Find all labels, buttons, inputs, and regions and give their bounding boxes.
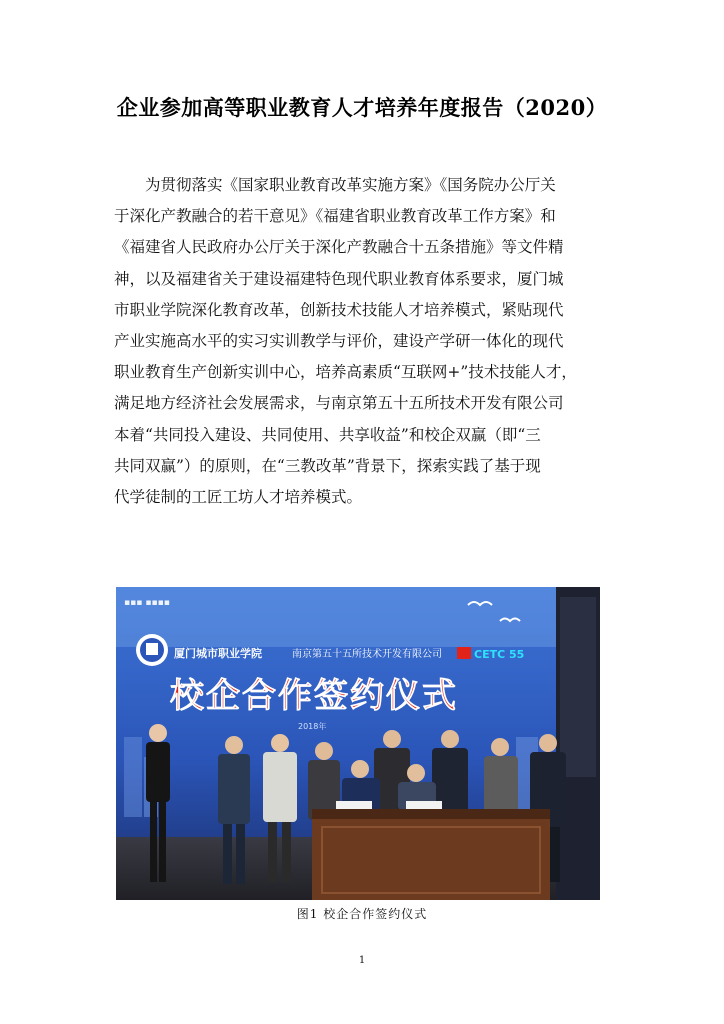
paragraph-line: 本着“共同投入建设、共同使用、共享收益”和校企双赢（即“三 [114, 425, 541, 444]
banner-company-name: 南京第五十五所技术开发有限公司 [292, 649, 442, 660]
paragraph-line: 神，以及福建省关于建设福建特色现代职业教育体系要求，厦门城 [114, 269, 564, 288]
signing-table [312, 801, 550, 900]
banner-headline: 校企合作签约仪式 [170, 676, 458, 716]
paragraph-line: 代学徒制的工匠工坊人才培养模式。 [114, 488, 363, 507]
paragraph-line: 《福建省人民政府办公厅关于深化产教融合十五条措施》等文件精 [114, 238, 564, 257]
paragraph-line: 满足地方经济社会发展需求，与南京第五十五所技术开发有限公司 [114, 394, 564, 413]
paragraph-line: 市职业学院深化教育改革，创新技术技能人才培养模式，紧贴现代 [114, 300, 564, 319]
page-number: 1 [358, 955, 366, 966]
banner-date: 2018年 [298, 722, 327, 731]
page-title: 企业参加高等职业教育人才培养年度报告（2020） [116, 95, 608, 120]
svg-text:▪▪▪ ▪▪▪▪: ▪▪▪ ▪▪▪▪ [124, 598, 170, 608]
cetc-logo-icon [457, 647, 471, 659]
intro-paragraph [114, 170, 608, 513]
school-emblem-icon [136, 634, 168, 666]
paragraph-line: 为贯彻落实《国家职业教育改革实施方案》《国务院办公厅关 [114, 176, 556, 194]
signing-ceremony-photo [116, 587, 600, 900]
figure-caption: 图1 校企合作签约仪式 [296, 907, 428, 921]
paragraph-line: 共同双赢”）的原则，在“三教改革”背景下，探索实践了基于现 [114, 456, 541, 475]
banner-logo-text: CETC 55 [474, 648, 525, 661]
banner-school-name: 厦门城市职业学院 [174, 647, 262, 660]
paragraph-line: 产业实施高水平的实习实训教学与评价，建设产学研一体化的现代 [114, 332, 564, 351]
paragraph-line: 职业教育生产创新实训中心，培养高素质“互联网+”技术技能人才， [114, 363, 577, 382]
paragraph-line: 于深化产教融合的若干意见》《福建省职业教育改革工作方案》和 [114, 207, 556, 226]
